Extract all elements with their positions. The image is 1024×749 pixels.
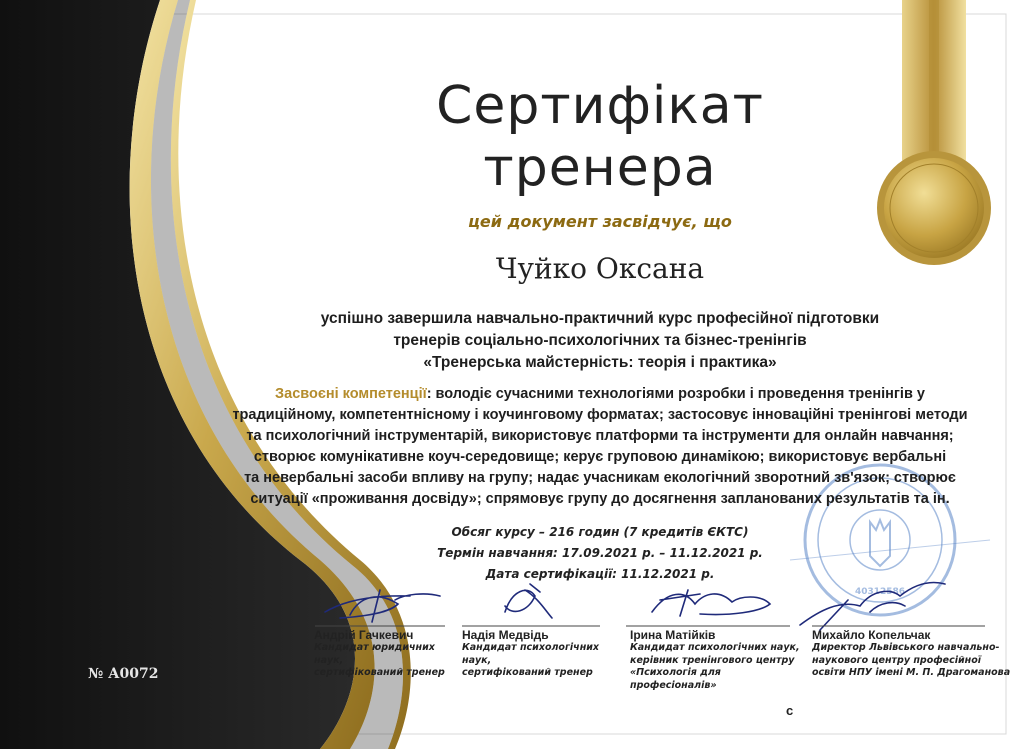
certificate-intro: цей документ засвідчує, що xyxy=(468,212,732,231)
signatory-3 xyxy=(630,628,800,692)
competencies-line-6: ситуації «проживання досвіду»; спрямовує групу до досягнення запланованих результатів та ін. xyxy=(250,491,950,507)
signatory-role-line: Кандидат психологічних наук, xyxy=(630,642,800,653)
competencies-line-3: та психологічний інструментарій, використовує платформи та інструменти для онлайн навчання; xyxy=(246,428,954,444)
signatory-name: Ірина Матійків xyxy=(630,628,716,642)
competencies-line-1 xyxy=(200,386,1000,402)
completion-line-1: успішно завершила навчально-практичний курс професійної підготовки xyxy=(320,310,880,327)
signatory-role-line: Кандидат юридичних наук, xyxy=(314,642,435,666)
certificate-title-line2: тренера xyxy=(483,138,717,198)
signatory-role-line: наукового центру професійної xyxy=(812,654,981,666)
certification-date: Дата сертифікації: 11.12.2021 р. xyxy=(485,567,715,581)
study-period: Термін навчання: 17.09.2021 р. – 11.12.2021 р. xyxy=(437,546,763,560)
signatory-role-line: сертифікований тренер xyxy=(462,667,593,678)
course-volume: Обсяг курсу – 216 годин (7 кредитів ЄКТС) xyxy=(451,525,749,539)
competencies-line-2: традиційному, компетентнісному і коучинговому форматах; застосовує інноваційні тренінгові методи xyxy=(232,407,968,423)
signatory-role-line: Директор Львівського навчально- xyxy=(812,642,1000,653)
signatory-name: Андрій Гачкевич xyxy=(314,628,414,642)
signatory-role-line: «Психологія для професіоналів» xyxy=(630,667,721,691)
signatory-1 xyxy=(314,628,454,680)
corner-mark: с xyxy=(786,703,794,718)
signatory-name: Надія Медвідь xyxy=(462,628,549,642)
course-name: «Тренерська майстерність: теорія і практика» xyxy=(423,354,777,371)
signatory-role-line: освіти НПУ імені М. П. Драгоманова xyxy=(812,667,1011,678)
competencies-text: : володіє сучасними технологіями розробки і проведення тренінгів у xyxy=(426,386,925,402)
svg-text:40312586: 40312586 xyxy=(854,587,906,597)
competencies-label: Засвоєні компетенції xyxy=(275,386,427,402)
signatory-role-line: керівник тренінгового центру xyxy=(630,654,795,666)
competencies-line-4: створює комунікативне коуч-середовище; керує груповою динамікою; використовує вербальні xyxy=(253,449,947,465)
completion-line-2: тренерів соціально-психологічних та бізнес-тренінгів xyxy=(393,332,807,349)
signatory-name: Михайло Копельчак xyxy=(812,628,931,642)
signatory-role-line: сертифікований тренер xyxy=(314,667,445,678)
signatory-2 xyxy=(462,628,622,680)
recipient-name: Чуйко Оксана xyxy=(495,252,705,285)
certificate-number: № А0072 xyxy=(88,666,159,682)
competencies-line-5: та невербальні засоби впливу на групу; надає учасникам екологічний зворотний зв'язок; створює xyxy=(244,470,956,486)
gold-seal-icon xyxy=(877,151,991,265)
certificate-title-line1: Сертифікат xyxy=(436,76,764,136)
signatory-role-line: Кандидат психологічних наук, xyxy=(462,642,600,666)
signatory-4 xyxy=(812,628,1012,680)
